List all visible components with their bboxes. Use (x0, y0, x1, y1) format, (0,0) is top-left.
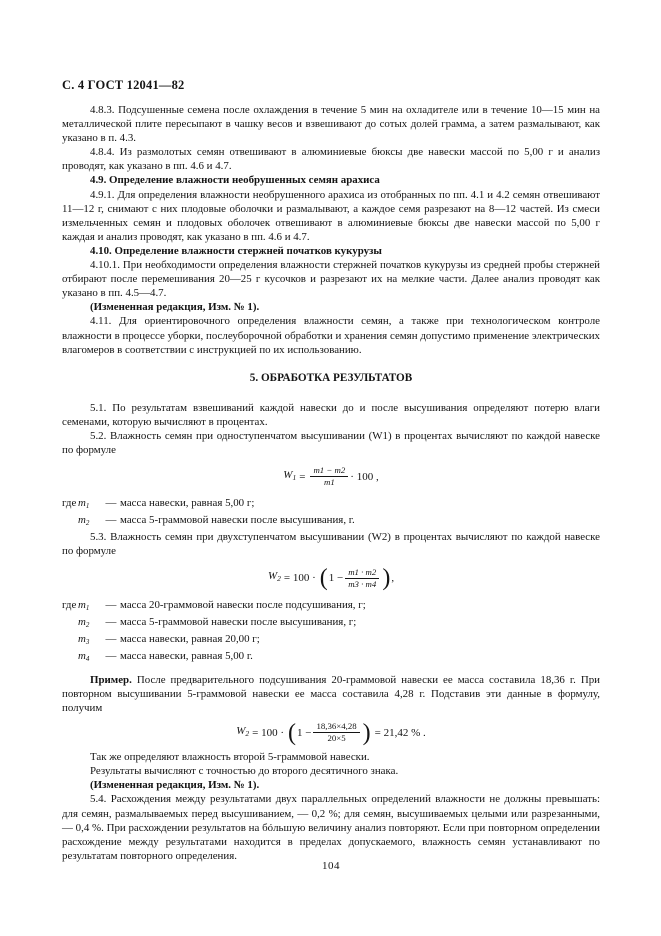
formula-one-minus: 1 − (328, 571, 344, 584)
paragraph-rounding: Результаты вычисляют с точностью до второго десятичного знака. (90, 765, 399, 778)
definition-row (62, 496, 600, 513)
body-text (62, 103, 600, 863)
def-lead (62, 649, 78, 666)
revision-note-2: (Измененная редакция, Изм. № 1). (90, 779, 260, 792)
def-symbol: $m_4$ (78, 649, 90, 663)
def-symbol: $m_1$ (78, 497, 90, 511)
paragraph-5-4: 5.4. Расхождения между результатами двух параллельных определений влажности не должны превышать: для семян, размалываемых перед высушиванием, — 0,2 %; для семян, высушиваемых целыми или разрезанными, — 0,4 %. При расхождении результатов на бóльшую величину анализ повторяют. Если при повторном определении расхождение между результатами находится в пределах допускаемого, влажность семян устанавливают по результатам повторного определения. (62, 793, 600, 862)
def-lead (62, 615, 78, 632)
paragraph-second-sample: Так же определяют влажность второй 5-граммовой навески. (90, 751, 370, 764)
formula-equals: = 100 · (252, 726, 285, 739)
formula-equals: = (299, 470, 306, 483)
def-text: масса 5-граммовой навески после высушивания, г. (120, 514, 355, 527)
def-lead (62, 513, 78, 530)
paragraph-5-1: 5.1. По результатам взвешиваний каждой навески до и после высушивания определяют потерю влаги семенами, которую вычисляют в процентах. (62, 401, 600, 428)
def-dash: — (105, 514, 117, 527)
paragraph-5-3: 5.3. Влажность семян при двухступенчатом высушивании (W2) в процентах вычисляют по каждой навеске по формуле (62, 531, 600, 558)
formula-w2 (62, 567, 600, 590)
fraction-denominator: 20×5 (327, 733, 346, 744)
definition-row (62, 649, 600, 666)
def-dash: — (105, 649, 117, 662)
example-label: Пример. (90, 673, 132, 686)
definition-row (62, 598, 600, 615)
paragraph-4-10-1: 4.10.1. При необходимости определения влажности стержней початков кукурузы из средней пробы стержней отбирают после перемешивания 20—25 г кусочков и разрезают их на мелкие части. Далее анализ проводят как указано в пп. 4.5—4.7. (62, 259, 600, 300)
fraction-numerator: 18,36×4,28 (313, 721, 359, 733)
def-text: масса 5-граммовой навески после высушивания, г; (120, 615, 357, 628)
def-text: масса навески, равная 5,00 г; (120, 497, 255, 510)
def-dash: — (105, 615, 117, 628)
fraction-numerator: m1 − m2 (310, 465, 348, 477)
def-text: масса навески, равная 5,00 г. (120, 649, 253, 662)
fraction-denominator: m3 · m4 (348, 578, 377, 589)
def-lead: где (62, 497, 77, 510)
example-paragraph (62, 673, 600, 715)
formula-one-minus: 1 − (297, 726, 312, 739)
page-header: С. 4 ГОСТ 12041—82 (62, 78, 185, 92)
def-dash: — (105, 598, 117, 611)
page-number: 104 (322, 860, 340, 872)
section-title: 5. ОБРАБОТКА РЕЗУЛЬТАТОВ (249, 371, 413, 384)
left-paren: ( (288, 719, 297, 746)
definitions-2 (62, 598, 600, 666)
formula-multiplier: · 100 , (350, 470, 379, 483)
paragraph-5-2: 5.2. Влажность семян при одноступенчатом высушивании (W1) в процентах вычисляют по каждой навеске по формуле (62, 429, 600, 457)
formula-lhs: $W_2$ (236, 725, 250, 739)
revision-note: (Измененная редакция, Изм. № 1). (90, 301, 260, 314)
left-paren: ( (319, 565, 328, 592)
definition-row (62, 513, 600, 530)
def-dash: — (105, 632, 117, 645)
definition-row (62, 632, 600, 649)
def-symbol: $m_2$ (78, 615, 90, 629)
def-symbol: $m_3$ (78, 632, 90, 646)
example-text: После предварительного подсушивания 20-граммовой навески ее масса составила 18,36 г. При повторном высушивании 5-граммовой навески ее масса составила 4,28 г. Подставив эти данные в формулу, получим (62, 673, 600, 715)
right-paren: ) (382, 565, 391, 592)
paragraph-4-9-1: 4.9.1. Для определения влажности необрушенного арахиса из отобранных по пп. 4.1 и 4.2 семян отвешивают 11—12 г, снимают с них плодовые оболочки и размалывают, а каждое семя разрезают на 8—12 частей. Из смеси измельченных семян и плодовых оболочек отвешивают в алюминиевые бюксы две навески массой по 5,00 г каждая и анализ проводят, как указано в пп. 4.6 и 4.7. (62, 188, 600, 243)
def-lead: где (62, 598, 77, 611)
formula-lhs: $W_2$ (267, 570, 281, 584)
heading-4-10: 4.10. Определение влажности стержней початков кукурузы (90, 244, 382, 257)
right-paren: ) (362, 719, 371, 746)
formula-fraction (345, 567, 379, 590)
def-lead (62, 632, 78, 649)
heading-4-9: 4.9. Определение влажности необрушенных семян арахиса (90, 174, 380, 187)
formula-fraction (310, 465, 348, 488)
definition-row (62, 615, 600, 632)
def-dash: — (105, 497, 117, 510)
def-text: масса навески, равная 20,00 г; (120, 632, 260, 645)
paragraph-4-11: 4.11. Для ориентировочного определения влажности семян, а также при технологическом контроле влажности в процессе уборки, послеуборочной обработки и хранения семян допустимо применение электрических влагомеров в соответствии с инструкцией по их использованию. (62, 315, 600, 356)
fraction-denominator: m1 (323, 477, 335, 488)
formula-result: = 21,42 % . (374, 726, 426, 739)
paragraph-4-8-4: 4.8.4. Из размолотых семян отвешивают в алюминиевые бюксы две навески массой по 5,00 г и анализ проводят, как указано в пп. 4.6 и 4.7. (62, 146, 600, 173)
formula-tail: , (391, 571, 395, 584)
formula-example (62, 721, 600, 744)
formula-equals: = 100 · (283, 571, 316, 584)
def-symbol: $m_1$ (78, 598, 90, 612)
def-symbol: $m_2$ (78, 514, 90, 528)
fraction-numerator: m1 · m2 (345, 567, 379, 579)
formula-w1 (62, 465, 600, 488)
formula-fraction (313, 721, 359, 744)
def-text: масса 20-граммовой навески после подсушивания, г; (120, 598, 366, 611)
paragraph-4-8-3: 4.8.3. Подсушенные семена после охлаждения в течение 5 мин на охладителе или в течение 10—15 мин на металлической плите пересыпают в чашку весов и взвешивают до сотых долей грамма, а затем размалывают, как указано в п. 4.3. (62, 104, 600, 145)
definitions-1 (62, 496, 600, 530)
formula-lhs: $W_1$ (283, 469, 297, 483)
